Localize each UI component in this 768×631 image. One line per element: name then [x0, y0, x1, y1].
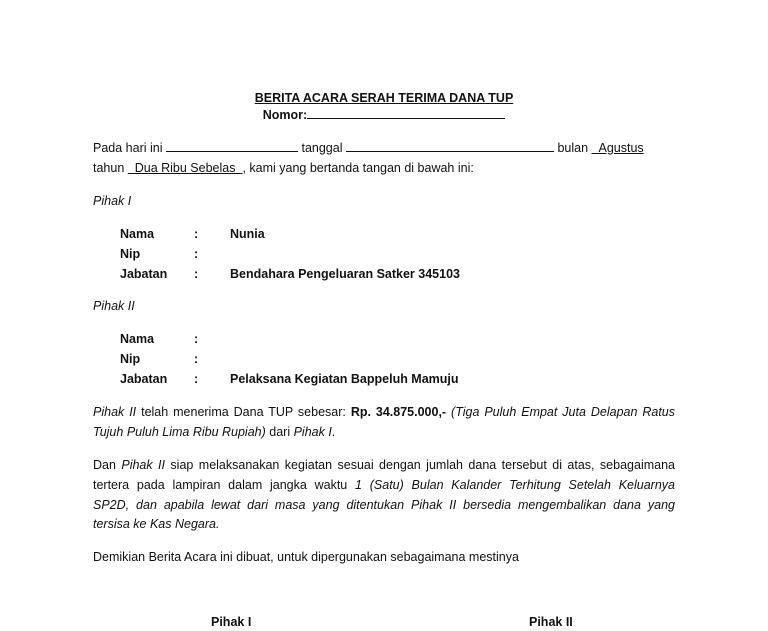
terbilang-2: Tujuh Puluh Lima Ribu Rupiah) — [93, 425, 266, 439]
field-label: Nip — [120, 247, 141, 261]
field-label: Nama — [120, 332, 155, 346]
amount: Rp. 34.875.000,- — [350, 405, 447, 419]
para2-line2-b: 1 (Satu) Bulan Kalander Terhitung Setelah Keluarnya — [355, 478, 675, 492]
tahun-value-text: Dua Ribu Sebelas — [134, 161, 236, 175]
pihak2-ref: Pihak II — [93, 405, 137, 419]
tanggal-label: tanggal — [301, 141, 343, 155]
bulan-label: bulan — [557, 141, 589, 155]
document-title: BERITA ACARA SERAH TERIMA DANA TUP — [254, 91, 514, 105]
nomor-label: Nomor: — [262, 108, 308, 122]
field-colon: : — [194, 332, 199, 346]
hari-blank — [166, 139, 298, 152]
field-colon: : — [194, 247, 199, 261]
nomor-blank — [307, 106, 505, 119]
para1-line-1 — [93, 403, 675, 421]
para2-dan: Dan — [93, 458, 122, 472]
terbilang-1: (Tiga Puluh Empat Juta Delapan Ratus — [446, 405, 676, 419]
para2-line-2 — [93, 476, 675, 494]
tahun-label: tahun — [93, 161, 125, 175]
field-value: Nunia — [230, 227, 265, 241]
signature-pihak2: Pihak II — [529, 615, 573, 629]
para2-line-3: SP2D, dan apabila lewat dari masa yang ditentukan Pihak II bersedia mengembalikan dana yang — [93, 498, 675, 512]
document-number — [93, 106, 675, 124]
para1-dari: dari — [265, 425, 294, 439]
field-value: Bendahara Pengeluaran Satker 345103 — [230, 267, 460, 281]
field-label: Jabatan — [120, 372, 168, 386]
field-colon: : — [194, 352, 199, 366]
para2-line2-a: tertera pada lampiran dalam jangka waktu — [93, 478, 356, 492]
para1-end: . — [331, 425, 336, 439]
closing-sentence: Demikian Berita Acara ini dibuat, untuk dipergunakan sebagaimana mestinya — [93, 550, 519, 564]
tahun-value — [128, 161, 243, 175]
pihak1-ref: Pihak I — [293, 425, 332, 439]
opening-line-1 — [93, 139, 675, 157]
pihak2-ref: Pihak II — [121, 458, 165, 472]
field-colon: : — [194, 372, 199, 386]
pihak1-heading: Pihak I — [93, 194, 132, 208]
field-colon: : — [194, 227, 199, 241]
opening-line-2 — [93, 159, 675, 177]
para2-line1-rest: siap melaksanakan kegiatan sesuai dengan jumlah dana tersebut di atas, sebagaimana — [165, 458, 675, 472]
signature-pihak1: Pihak I — [211, 615, 252, 629]
bulan-value-text: Agustus — [598, 141, 644, 155]
field-colon: : — [194, 267, 199, 281]
pihak2-heading: Pihak II — [93, 299, 135, 313]
para2-line-1 — [93, 456, 675, 474]
tanggal-blank — [346, 139, 554, 152]
para2-line-4: tersisa ke Kas Negara. — [93, 517, 220, 531]
field-label: Jabatan — [120, 267, 168, 281]
para1-text: telah menerima Dana TUP sebesar: — [136, 405, 351, 419]
field-label: Nip — [120, 352, 141, 366]
para1-line-2 — [93, 423, 675, 441]
opening-rest: , kami yang bertanda tangan di bawah ini: — [242, 161, 474, 175]
pada-hari-ini-label: Pada hari ini — [93, 141, 163, 155]
field-label: Nama — [120, 227, 155, 241]
field-value: Pelaksana Kegiatan Bappeluh Mamuju — [230, 372, 459, 386]
bulan-value — [592, 141, 644, 155]
